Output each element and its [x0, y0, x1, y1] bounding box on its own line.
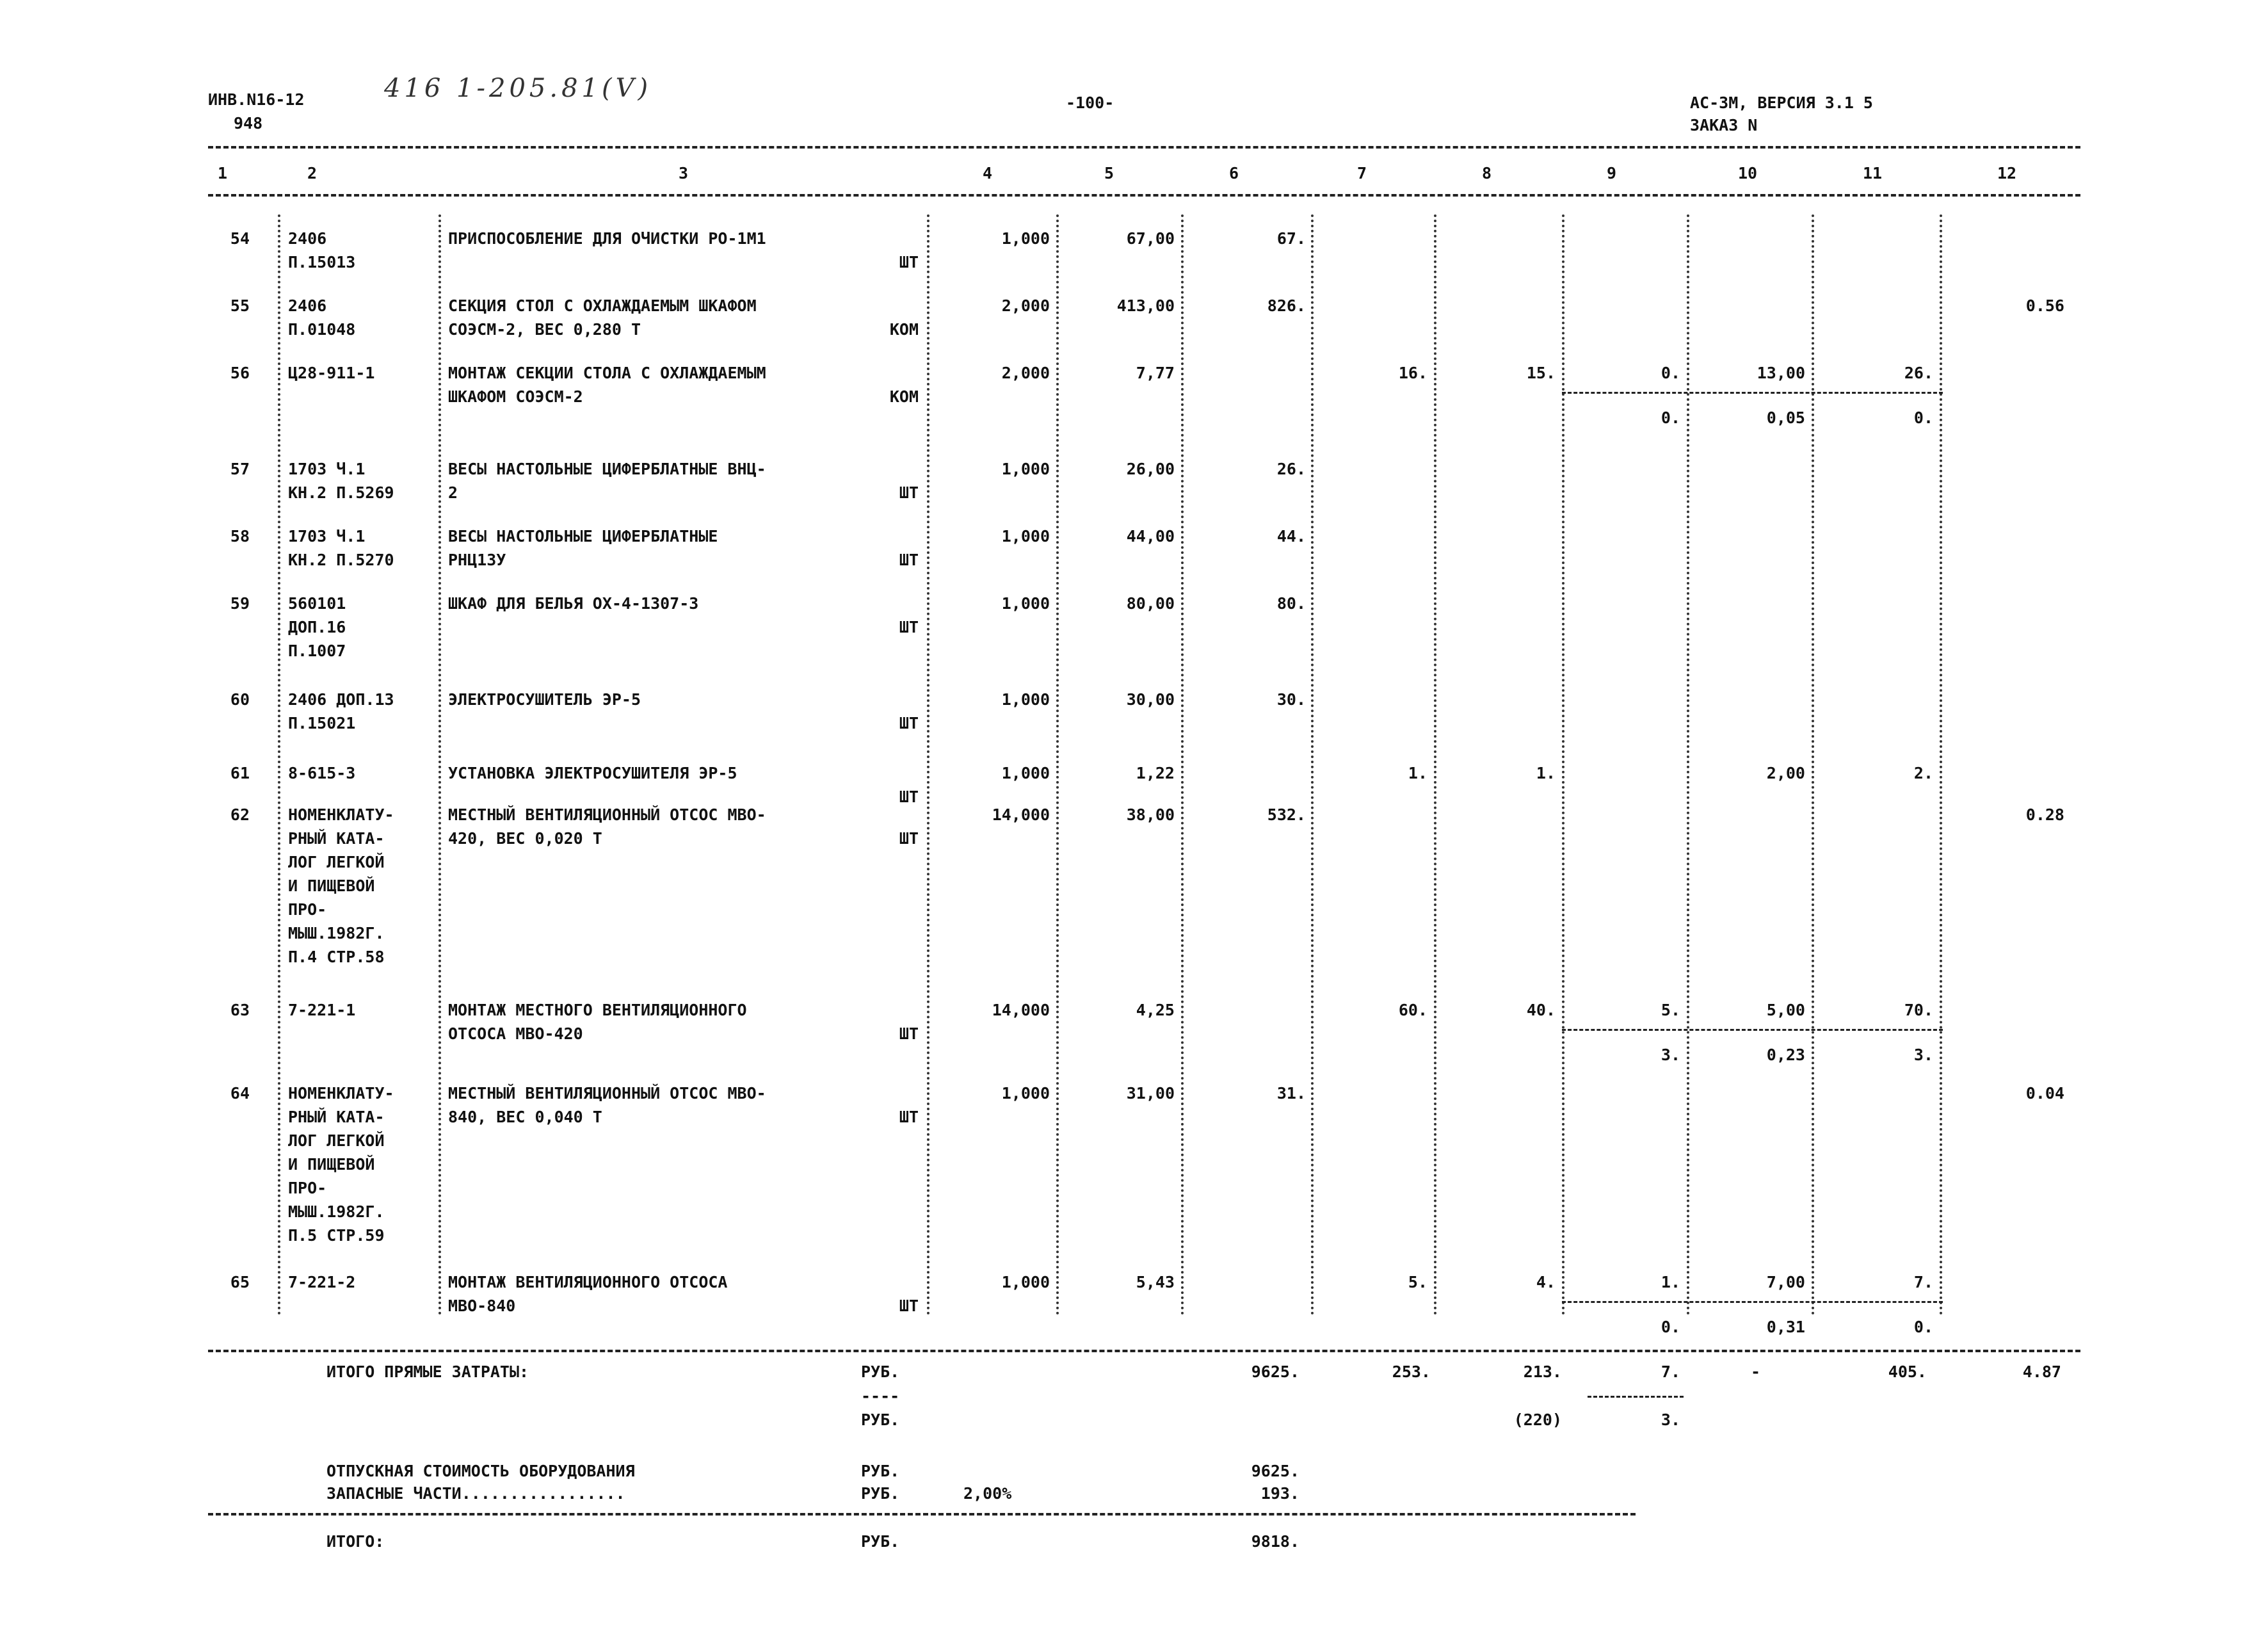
grand-total-value: 9818.: [1251, 1532, 1299, 1551]
row-total-cost: 532.: [1267, 805, 1306, 824]
spare-parts-percent: 2,00%: [963, 1484, 1012, 1503]
row-number: 57: [230, 460, 250, 478]
direct-costs-label: ИТОГО ПРЯМЫЕ ЗАТРАТЫ:: [326, 1362, 529, 1381]
row-sub-col11: 0.: [1913, 408, 1933, 427]
column-divider: [278, 214, 280, 1316]
row-quantity: 14,000: [992, 805, 1050, 824]
row-code-line: 2406: [288, 229, 327, 248]
total-col6: 9625.: [1251, 1362, 1299, 1381]
row-unit: ШТ: [899, 483, 919, 502]
row-code-line: П.5 СТР.59: [288, 1226, 385, 1245]
column-header-2: 2: [307, 164, 318, 182]
row-code-line: 7-221-1: [288, 1001, 356, 1019]
row-description-line: 2: [448, 483, 458, 502]
row-description-line: ШКАФОМ СОЭСМ-2: [448, 387, 583, 406]
row-description-line: 840, ВЕС 0,040 Т: [448, 1108, 602, 1126]
row-code-line: НОМЕНКЛАТУ-: [288, 805, 394, 824]
page-number: -100-: [1066, 93, 1114, 112]
equipment-cost-unit: РУБ.: [861, 1462, 900, 1480]
total-col9-secondary: 3.: [1661, 1411, 1680, 1429]
row-col12: 0.28: [2025, 805, 2064, 824]
row-unit-price: 4,25: [1136, 1001, 1175, 1019]
row-description-line: ВЕСЫ НАСТОЛЬНЫЕ ЦИФЕРБЛАТНЫЕ ВНЦ-: [448, 460, 766, 478]
row-description-line: СОЭСМ-2, ВЕС 0,280 Т: [448, 320, 641, 339]
total-col8: 213.: [1523, 1362, 1562, 1381]
row-description-line: МОНТАЖ ВЕНТИЛЯЦИОННОГО ОТСОСА: [448, 1273, 728, 1291]
row-description-line: УСТАНОВКА ЭЛЕКТРОСУШИТЕЛЯ ЭР-5: [448, 764, 737, 782]
column-divider: [1056, 214, 1059, 1316]
row-col7: 16.: [1398, 364, 1428, 382]
row-unit-price: 5,43: [1136, 1273, 1175, 1291]
row-quantity: 1,000: [1001, 229, 1050, 248]
row-description-line: ВЕСЫ НАСТОЛЬНЫЕ ЦИФЕРБЛАТНЫЕ: [448, 527, 718, 546]
row-total-cost: 44.: [1276, 527, 1306, 546]
row-number: 55: [230, 296, 250, 315]
column-header-11: 11: [1863, 164, 1883, 182]
row-description-line: ЭЛЕКТРОСУШИТЕЛЬ ЭР-5: [448, 690, 641, 709]
row-description-line: МВО-840: [448, 1297, 516, 1315]
row-quantity: 1,000: [1001, 690, 1050, 709]
row-col11: 26.: [1904, 364, 1933, 382]
row-quantity: 1,000: [1001, 594, 1050, 613]
row-unit-price: 26,00: [1126, 460, 1175, 478]
row-col8: 15.: [1526, 364, 1556, 382]
row-quantity: 2,000: [1001, 364, 1050, 382]
row-total-cost: 67.: [1276, 229, 1306, 248]
column-header-1: 1: [218, 164, 228, 182]
row-number: 64: [230, 1084, 250, 1103]
row-total-cost: 31.: [1276, 1084, 1306, 1103]
row-code-line: КН.2 П.5270: [288, 551, 394, 569]
header-rule-top: [208, 146, 2080, 149]
row-number: 59: [230, 594, 250, 613]
row-code-line: РНЫЙ КАТА-: [288, 829, 385, 848]
row-sub-col9: 0.: [1661, 1318, 1680, 1336]
row-col7: 5.: [1408, 1273, 1428, 1291]
subtotal-dash-mark: ----: [861, 1387, 900, 1405]
row-col11: 70.: [1904, 1001, 1933, 1019]
row-description-line: ПРИСПОСОБЛЕНИЕ ДЛЯ ОЧИСТКИ РО-1М1: [448, 229, 766, 248]
row-unit-price: 31,00: [1126, 1084, 1175, 1103]
row-description-line: МЕСТНЫЙ ВЕНТИЛЯЦИОННЫЙ ОТСОС МВО-: [448, 805, 766, 824]
row-unit-price: 67,00: [1126, 229, 1175, 248]
row-code-line: П.15013: [288, 253, 356, 271]
row-total-cost: 26.: [1276, 460, 1306, 478]
inventory-number: ИНВ.N16-12: [208, 90, 305, 109]
total-col8-secondary: (220): [1513, 1411, 1562, 1429]
row-code-line: 7-221-2: [288, 1273, 356, 1291]
row-quantity: 1,000: [1001, 764, 1050, 782]
document-code: 948: [234, 114, 263, 133]
column-divider: [927, 214, 929, 1316]
row-number: 63: [230, 1001, 250, 1019]
row-quantity: 1,000: [1001, 527, 1050, 546]
row-description-line: ОТСОСА МВО-420: [448, 1024, 583, 1043]
row-code-line: РНЫЙ КАТА-: [288, 1108, 385, 1126]
row-code-line: И ПИЩЕВОЙ: [288, 877, 375, 895]
row-sub-col11: 0.: [1913, 1318, 1933, 1336]
column-header-7: 7: [1357, 164, 1367, 182]
row-code-line: П.4 СТР.58: [288, 948, 385, 966]
column-divider: [438, 214, 441, 1316]
row-unit-price: 80,00: [1126, 594, 1175, 613]
column-divider: [1181, 214, 1184, 1316]
row-unit-price: 7,77: [1136, 364, 1175, 382]
program-version: АС-3М, ВЕРСИЯ 3.1 5: [1690, 93, 1873, 112]
row-description-line: МОНТАЖ МЕСТНОГО ВЕНТИЛЯЦИОННОГО: [448, 1001, 747, 1019]
row-total-cost: 826.: [1267, 296, 1306, 315]
row-col7: 1.: [1408, 764, 1428, 782]
row-unit: ШТ: [899, 551, 919, 569]
column-header-8: 8: [1482, 164, 1492, 182]
row-sub-col10: 0,31: [1766, 1318, 1805, 1336]
total-col11: 405.: [1888, 1362, 1927, 1381]
row-unit-price: 44,00: [1126, 527, 1175, 546]
row-sub-col9: 3.: [1661, 1046, 1680, 1064]
row-col8: 4.: [1536, 1273, 1556, 1291]
total-col10: -: [1751, 1362, 1761, 1381]
grand-total-label: ИТОГО:: [326, 1532, 385, 1551]
row-unit: КОМ: [889, 320, 919, 339]
row-description-line: МОНТАЖ СЕКЦИИ СТОЛА С ОХЛАЖДАЕМЫМ: [448, 364, 766, 382]
column-divider: [1687, 214, 1689, 1316]
subtotal-rule: [1588, 1396, 1684, 1398]
row-unit: ШТ: [899, 829, 919, 848]
row-description-line: 420, ВЕС 0,020 Т: [448, 829, 602, 848]
row-col11: 2.: [1913, 764, 1933, 782]
subtotal-divider: [1562, 1029, 1943, 1031]
row-unit: ШТ: [899, 788, 919, 806]
row-quantity: 2,000: [1001, 296, 1050, 315]
row-code-line: ПРО-: [288, 900, 327, 919]
row-code-line: П.01048: [288, 320, 356, 339]
row-col12: 0.04: [2025, 1084, 2064, 1103]
row-description-line: МЕСТНЫЙ ВЕНТИЛЯЦИОННЫЙ ОТСОС МВО-: [448, 1084, 766, 1103]
totals-rule: [208, 1350, 2080, 1352]
row-code-line: МЫШ.1982Г.: [288, 1202, 385, 1221]
column-header-10: 10: [1738, 164, 1758, 182]
equipment-cost-value: 9625.: [1251, 1462, 1299, 1480]
row-col10: 7,00: [1766, 1273, 1805, 1291]
row-unit-price: 413,00: [1116, 296, 1175, 315]
row-unit: ШТ: [899, 618, 919, 636]
row-col8: 1.: [1536, 764, 1556, 782]
column-header-6: 6: [1229, 164, 1239, 182]
spare-parts-label: ЗАПАСНЫЕ ЧАСТИ.................: [326, 1484, 625, 1503]
row-code-line: 1703 Ч.1: [288, 527, 366, 546]
row-quantity: 1,000: [1001, 1084, 1050, 1103]
column-divider: [1434, 214, 1436, 1316]
row-description-line: СЕКЦИЯ СТОЛ С ОХЛАЖДАЕМЫМ ШКАФОМ: [448, 296, 757, 315]
row-unit-price: 38,00: [1126, 805, 1175, 824]
spare-parts-unit: РУБ.: [861, 1484, 900, 1503]
column-header-9: 9: [1607, 164, 1617, 182]
row-code-line: ЛОГ ЛЕГКОЙ: [288, 1131, 385, 1150]
row-quantity: 1,000: [1001, 460, 1050, 478]
row-col9: 1.: [1661, 1273, 1680, 1291]
row-quantity: 14,000: [992, 1001, 1050, 1019]
order-number: ЗАКАЗ N: [1690, 116, 1758, 134]
row-unit: ШТ: [899, 1024, 919, 1043]
grand-total-rule: [208, 1513, 1636, 1516]
row-code-line: ЛОГ ЛЕГКОЙ: [288, 853, 385, 871]
column-divider: [1311, 214, 1314, 1316]
row-col9: 0.: [1661, 364, 1680, 382]
row-code-line: П.1007: [288, 642, 346, 660]
column-divider: [1562, 214, 1564, 1316]
column-divider: [1940, 214, 1942, 1316]
row-number: 62: [230, 805, 250, 824]
row-total-cost: 30.: [1276, 690, 1306, 709]
row-description-line: РНЦ13У: [448, 551, 506, 569]
row-col10: 5,00: [1766, 1001, 1805, 1019]
row-code-line: П.15021: [288, 714, 356, 732]
row-unit: КОМ: [889, 387, 919, 406]
row-col8: 40.: [1526, 1001, 1556, 1019]
row-description-line: ШКАФ ДЛЯ БЕЛЬЯ ОХ-4-1307-3: [448, 594, 699, 613]
row-unit: ШТ: [899, 1297, 919, 1315]
row-total-cost: 80.: [1276, 594, 1306, 613]
row-code-line: МЫШ.1982Г.: [288, 924, 385, 942]
row-code-line: 2406 ДОП.13: [288, 690, 394, 709]
row-unit: ШТ: [899, 1108, 919, 1126]
equipment-cost-label: ОТПУСКНАЯ СТОИМОСТЬ ОБОРУДОВАНИЯ: [326, 1462, 635, 1480]
row-number: 61: [230, 764, 250, 782]
row-col11: 7.: [1913, 1273, 1933, 1291]
row-unit-price: 1,22: [1136, 764, 1175, 782]
row-number: 60: [230, 690, 250, 709]
row-code-line: Ц28-911-1: [288, 364, 375, 382]
row-unit: ШТ: [899, 253, 919, 271]
header-rule-bottom: [208, 194, 2080, 197]
direct-costs-unit-2: РУБ.: [861, 1411, 900, 1429]
row-col9: 5.: [1661, 1001, 1680, 1019]
row-number: 58: [230, 527, 250, 546]
row-number: 54: [230, 229, 250, 248]
row-code-line: 8-615-3: [288, 764, 356, 782]
row-sub-col11: 3.: [1913, 1046, 1933, 1064]
row-col10: 2,00: [1766, 764, 1805, 782]
row-number: 65: [230, 1273, 250, 1291]
column-header-3: 3: [679, 164, 689, 182]
direct-costs-unit: РУБ.: [861, 1362, 900, 1381]
row-sub-col10: 0,23: [1766, 1046, 1805, 1064]
column-divider: [1812, 214, 1814, 1316]
column-header-4: 4: [983, 164, 993, 182]
grand-total-unit: РУБ.: [861, 1532, 900, 1551]
row-code-line: И ПИЩЕВОЙ: [288, 1155, 375, 1174]
row-unit: ШТ: [899, 714, 919, 732]
spare-parts-value: 193.: [1260, 1484, 1299, 1503]
row-code-line: 560101: [288, 594, 346, 613]
row-code-line: НОМЕНКЛАТУ-: [288, 1084, 394, 1103]
row-col12: 0.56: [2025, 296, 2064, 315]
row-code-line: 2406: [288, 296, 327, 315]
row-code-line: ДОП.16: [288, 618, 346, 636]
row-code-line: КН.2 П.5269: [288, 483, 394, 502]
total-col9: 7.: [1661, 1362, 1680, 1381]
row-col7: 60.: [1398, 1001, 1428, 1019]
column-header-12: 12: [1997, 164, 2017, 182]
row-quantity: 1,000: [1001, 1273, 1050, 1291]
row-sub-col9: 0.: [1661, 408, 1680, 427]
total-col12: 4.87: [2022, 1362, 2061, 1381]
total-col7: 253.: [1392, 1362, 1431, 1381]
subtotal-divider: [1562, 1301, 1943, 1303]
row-code-line: ПРО-: [288, 1179, 327, 1197]
row-sub-col10: 0,05: [1766, 408, 1805, 427]
handwritten-note: 416 1-205.81(V): [384, 74, 652, 103]
subtotal-divider: [1562, 392, 1943, 394]
row-unit-price: 30,00: [1126, 690, 1175, 709]
row-code-line: 1703 Ч.1: [288, 460, 366, 478]
row-col10: 13,00: [1757, 364, 1805, 382]
column-header-5: 5: [1104, 164, 1114, 182]
row-number: 56: [230, 364, 250, 382]
